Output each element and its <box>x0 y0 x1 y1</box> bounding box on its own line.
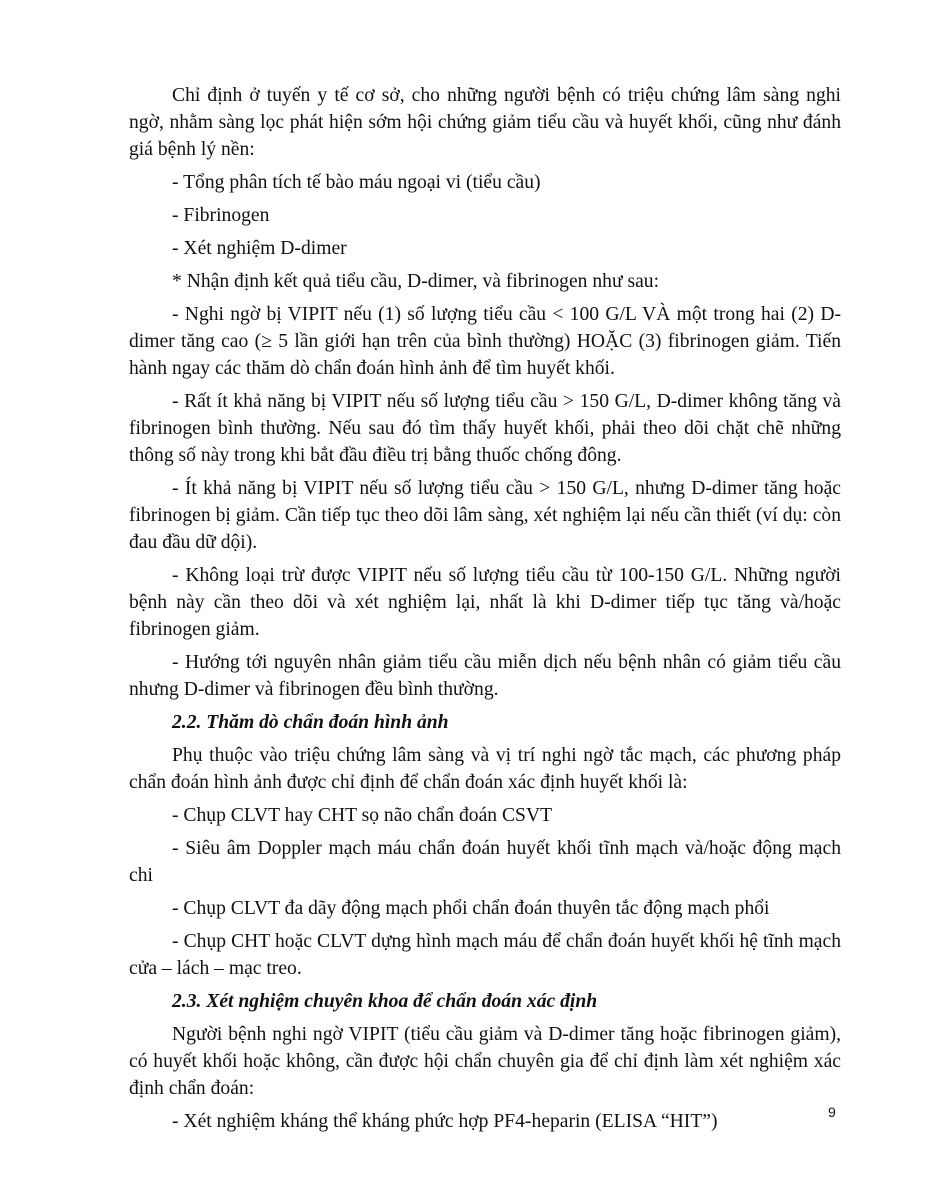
page-number: 9 <box>828 1104 836 1120</box>
imaging-item-portal: - Chụp CHT hoặc CLVT dựng hình mạch máu để chẩn đoán huyết khối hệ tĩnh mạch cửa – lách – mạc treo. <box>129 931 841 979</box>
intro-paragraph: Chỉ định ở tuyến y tế cơ sở, cho những người bệnh có triệu chứng lâm sàng nghi ngờ, nhằm sàng lọc phát hiện sớm hội chứng giảm tiểu cầu và huyết khối, cũng như đánh giá bệnh lý nền: <box>129 85 841 160</box>
imaging-intro: Phụ thuộc vào triệu chứng lâm sàng và vị trí nghi ngờ tắc mạch, các phương pháp chẩn đoán hình ảnh được chỉ định để chẩn đoán xác định huyết khối là: <box>129 745 841 793</box>
specialized-test-item-pf4: - Xét nghiệm kháng thể kháng phức hợp PF4-heparin (ELISA “HIT”) <box>172 1111 718 1132</box>
criteria-not-excluded: - Không loại trừ được VIPIT nếu số lượng tiểu cầu từ 100-150 G/L. Những người bệnh này cần theo dõi và xét nghiệm lại, nhất là khi D-dimer tiếp tục tăng và/hoặc fibrinogen giảm. <box>129 565 841 640</box>
document-body <box>129 82 841 1141</box>
list-item-fibrinogen: - Fibrinogen <box>172 205 270 226</box>
list-item-d-dimer: - Xét nghiệm D-dimer <box>172 238 347 259</box>
section-heading-specialized-tests: 2.3. Xét nghiệm chuyên khoa để chẩn đoán xác định <box>172 991 598 1012</box>
specialized-tests-intro: Người bệnh nghi ngờ VIPIT (tiểu cầu giảm và D-dimer tăng hoặc fibrinogen giảm), có huyết khối hoặc không, cần được hội chẩn chuyên gia để chỉ định làm xét nghiệm xác định chẩn đoán: <box>129 1024 841 1099</box>
criteria-suspected: - Nghi ngờ bị VIPIT nếu (1) số lượng tiểu cầu < 100 G/L VÀ một trong hai (2) D-dimer tăng cao (≥ 5 lần giới hạn trên của bình thường) HOẶC (3) fibrinogen giảm. Tiến hành ngay các thăm dò chẩn đoán hình ảnh để tìm huyết khối. <box>129 304 841 379</box>
criteria-very-unlikely: - Rất ít khả năng bị VIPIT nếu số lượng tiểu cầu > 150 G/L, D-dimer không tăng và fibrinogen bình thường. Nếu sau đó tìm thấy huyết khối, phải theo dõi chặt chẽ những thông số này trong khi bắt đầu điều trị bằng thuốc chống đông. <box>129 391 841 466</box>
imaging-item-doppler: - Siêu âm Doppler mạch máu chẩn đoán huyết khối tĩnh mạch và/hoặc động mạch chi <box>129 838 841 886</box>
criteria-immune-thrombocytopenia: - Hướng tới nguyên nhân giảm tiểu cầu miễn dịch nếu bệnh nhân có giảm tiểu cầu nhưng D-dimer và fibrinogen đều bình thường. <box>129 652 841 700</box>
list-item-blood-count: - Tổng phân tích tế bào máu ngoại vi (tiểu cầu) <box>172 172 541 193</box>
criteria-unlikely: - Ít khả năng bị VIPIT nếu số lượng tiểu cầu > 150 G/L, nhưng D-dimer tăng hoặc fibrinogen bị giảm. Cần tiếp tục theo dõi lâm sàng, xét nghiệm lại nếu cần thiết (ví dụ: còn đau đầu dữ dội). <box>129 478 841 553</box>
assessment-note: * Nhận định kết quả tiểu cầu, D-dimer, và fibrinogen như sau: <box>172 271 660 292</box>
imaging-item-brain: - Chụp CLVT hay CHT sọ não chẩn đoán CSVT <box>172 805 553 826</box>
imaging-item-pulmonary: - Chụp CLVT đa dãy động mạch phổi chẩn đoán thuyên tắc động mạch phổi <box>172 898 770 919</box>
section-heading-imaging: 2.2. Thăm dò chẩn đoán hình ảnh <box>172 712 449 733</box>
